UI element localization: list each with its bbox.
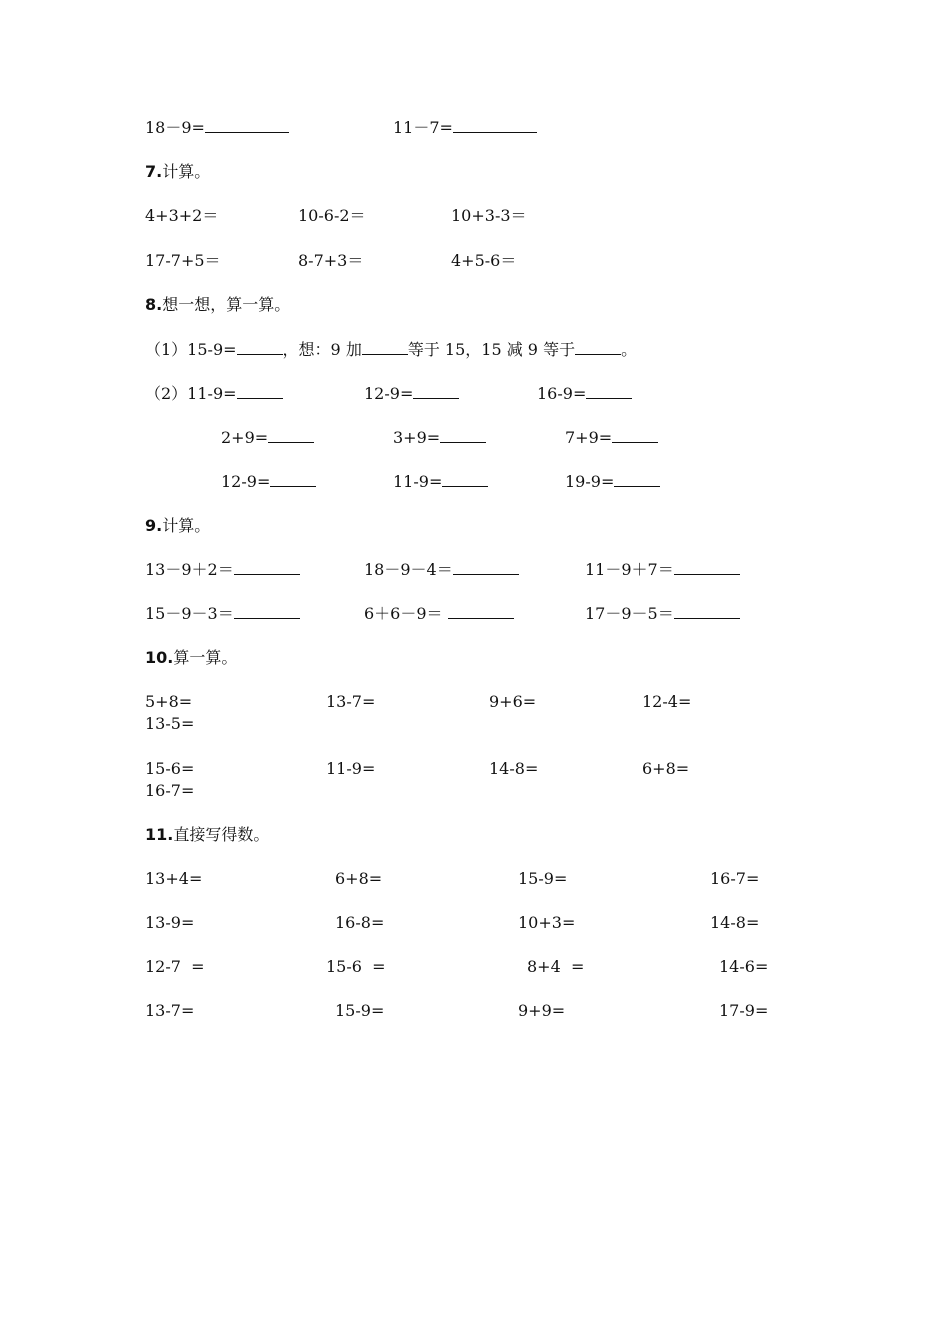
question-11-heading: 11.直接写得数。 bbox=[145, 825, 270, 844]
question-10-heading: 10.算一算。 bbox=[145, 648, 238, 667]
answer-blank[interactable] bbox=[614, 472, 660, 487]
equation-item: 12-4= bbox=[642, 692, 692, 711]
answer-blank[interactable] bbox=[586, 384, 632, 399]
equation-item: 13-7= bbox=[145, 1001, 195, 1020]
answer-blank[interactable] bbox=[413, 384, 459, 399]
equation-item: 15－9－3＝ bbox=[145, 604, 300, 624]
answer-blank[interactable] bbox=[612, 428, 658, 443]
equation-item: 13-7= bbox=[326, 692, 376, 711]
equation-item: 14-8= bbox=[489, 759, 539, 778]
answer-blank[interactable] bbox=[453, 560, 519, 575]
equation-item: 9+9= bbox=[518, 1001, 566, 1020]
equation-item: 13-5= bbox=[145, 714, 195, 733]
equation-item: 15-6= bbox=[145, 759, 195, 778]
equation-item: 8-7+3＝ bbox=[298, 251, 364, 270]
answer-blank[interactable] bbox=[362, 340, 408, 355]
answer-blank[interactable] bbox=[237, 340, 283, 355]
equation-item: 12-9= bbox=[221, 472, 316, 492]
equation-item: 12-7 = bbox=[145, 957, 205, 976]
equation-item: 10-6-2＝ bbox=[298, 206, 366, 225]
answer-blank[interactable] bbox=[237, 384, 283, 399]
equation-item: 10+3-3＝ bbox=[451, 206, 527, 225]
question-8-heading: 8.想一想，算一算。 bbox=[145, 295, 291, 314]
equation-item: 11－7= bbox=[393, 118, 537, 138]
equation-item: 6+8= bbox=[335, 869, 383, 888]
equation-item: 17－9－5＝ bbox=[585, 604, 740, 624]
equation-item: 18－9= bbox=[145, 118, 289, 138]
equation-item: 15-9= bbox=[335, 1001, 385, 1020]
answer-blank[interactable] bbox=[205, 118, 289, 133]
equation-item: 6+8= bbox=[642, 759, 690, 778]
equation-item: 17-7+5＝ bbox=[145, 251, 221, 270]
equation-item: 17-9= bbox=[719, 1001, 769, 1020]
equation-item: 14-6= bbox=[719, 957, 769, 976]
equation-item: 4+3+2＝ bbox=[145, 206, 219, 225]
answer-blank[interactable] bbox=[270, 472, 316, 487]
answer-blank[interactable] bbox=[453, 118, 537, 133]
equation-item: 15-9= bbox=[518, 869, 568, 888]
equation-item: 19-9= bbox=[565, 472, 660, 492]
answer-blank[interactable] bbox=[440, 428, 486, 443]
equation-item: 11－9＋7＝ bbox=[585, 560, 740, 580]
equation-item: 16-7= bbox=[145, 781, 195, 800]
answer-blank[interactable] bbox=[234, 604, 300, 619]
equation-item: 15-6 = bbox=[326, 957, 386, 976]
equation-item: 16-8= bbox=[335, 913, 385, 932]
equation-item: （2）11-9= bbox=[145, 384, 283, 404]
equation-item: 6＋6－9＝ bbox=[364, 604, 514, 624]
answer-blank[interactable] bbox=[674, 604, 740, 619]
answer-blank[interactable] bbox=[268, 428, 314, 443]
equation-item: 10+3= bbox=[518, 913, 576, 932]
equation-item: 7+9= bbox=[565, 428, 658, 448]
equation-item: 16-7= bbox=[710, 869, 760, 888]
equation-item: 11-9= bbox=[393, 472, 488, 492]
equation-item: 13－9＋2＝ bbox=[145, 560, 300, 580]
equation-item: 4+5-6＝ bbox=[451, 251, 517, 270]
question-9-heading: 9.计算。 bbox=[145, 516, 211, 535]
equation-item: 14-8= bbox=[710, 913, 760, 932]
answer-blank[interactable] bbox=[448, 604, 514, 619]
equation-item: 16-9= bbox=[537, 384, 632, 404]
equation-item: 8+4 = bbox=[527, 957, 585, 976]
answer-blank[interactable] bbox=[234, 560, 300, 575]
equation-item: 18－9－4＝ bbox=[364, 560, 519, 580]
question-7-heading: 7.计算。 bbox=[145, 162, 211, 181]
answer-blank[interactable] bbox=[442, 472, 488, 487]
equation-item: 12-9= bbox=[364, 384, 459, 404]
equation-item: 3+9= bbox=[393, 428, 486, 448]
answer-blank[interactable] bbox=[575, 340, 621, 355]
equation-item: 9+6= bbox=[489, 692, 537, 711]
equation-item: 5+8= bbox=[145, 692, 193, 711]
question-8-part-1: （1）15-9= ，想：9 加 等于 15，15 减 9 等于 。 bbox=[145, 340, 638, 359]
equation-item: 11-9= bbox=[326, 759, 376, 778]
answer-blank[interactable] bbox=[674, 560, 740, 575]
equation-item: 13-9= bbox=[145, 913, 195, 932]
equation-item: 13+4= bbox=[145, 869, 203, 888]
equation-item: 2+9= bbox=[221, 428, 314, 448]
